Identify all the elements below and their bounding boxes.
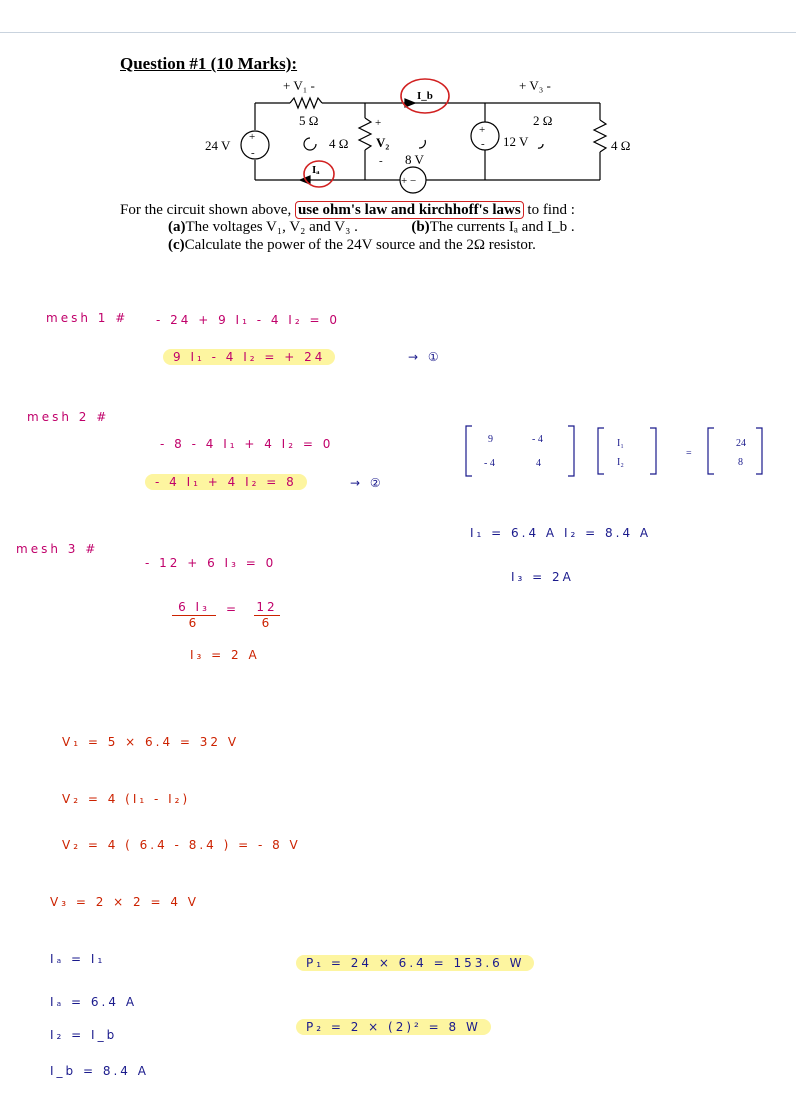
question-prompt bbox=[120, 201, 575, 219]
label-ia: Iₐ bbox=[312, 164, 320, 176]
label-ib: I_b bbox=[417, 90, 433, 102]
voltage-v2-formula: V₂ = 4 (I₁ - I₂) bbox=[62, 792, 191, 806]
label-24v: 24 V bbox=[205, 138, 231, 153]
current-ia-value: Iₐ = 6.4 A bbox=[50, 995, 138, 1009]
prompt-post: to find : bbox=[523, 202, 575, 218]
question-title: Question #1 (10 Marks): bbox=[120, 54, 298, 73]
part-c-text: Calculate the power of the 24V source and the 2Ω resistor. bbox=[184, 237, 536, 253]
matrix-x1: I₁ bbox=[617, 438, 624, 449]
mesh3-result: I₃ = 2 A bbox=[190, 648, 260, 662]
label-r3: 2 Ω bbox=[533, 113, 553, 128]
part-c-tag: (c) bbox=[168, 237, 185, 253]
matrix-a22: 4 bbox=[536, 458, 541, 469]
matrix-a12: - 4 bbox=[532, 434, 543, 445]
page-top-rule bbox=[0, 32, 796, 33]
source-left-plus: + bbox=[249, 131, 256, 143]
power-p1: P₁ = 24 × 6.4 = 153.6 W bbox=[296, 955, 534, 971]
mesh1-tag: → ① bbox=[408, 350, 442, 364]
mesh3-frac-right bbox=[254, 600, 280, 630]
label-8v: 8 V bbox=[405, 152, 424, 167]
label-v3: + V₃ - bbox=[519, 78, 551, 93]
mesh3-frac-right-num: 12 bbox=[256, 600, 278, 614]
label-v1: + V₁ - bbox=[283, 78, 315, 93]
label-r1: 5 Ω bbox=[299, 113, 319, 128]
matrix-equation bbox=[462, 420, 772, 482]
v2-plus: + bbox=[375, 117, 382, 129]
current-ia-eq: Iₐ = I₁ bbox=[50, 952, 106, 966]
mesh3-frac-left-num: 6 I₃ bbox=[178, 600, 210, 614]
matrix-a11: 9 bbox=[488, 434, 493, 445]
mesh2-equation: - 8 - 4 I₁ + 4 I₂ = 0 bbox=[160, 437, 334, 451]
matrix-b1: 24 bbox=[736, 438, 746, 449]
mesh3-frac-right-den: 6 bbox=[254, 615, 280, 630]
voltage-v1: V₁ = 5 × 6.4 = 32 V bbox=[62, 735, 240, 749]
mesh3-frac-equals: = bbox=[226, 602, 240, 616]
prompt-circled: use ohm's law and kirchhoff's laws bbox=[295, 201, 524, 219]
current-ib-value: I_b = 8.4 A bbox=[50, 1064, 149, 1078]
circuit-diagram bbox=[195, 78, 645, 200]
dep-source-polarity: + − bbox=[401, 175, 417, 187]
label-12v: 12 V bbox=[503, 134, 529, 149]
question-part-a-b bbox=[168, 219, 575, 236]
matrix-b2: 8 bbox=[738, 457, 743, 468]
voltage-v2: V₂ = 4 ( 6.4 - 8.4 ) = - 8 V bbox=[62, 838, 301, 852]
part-b-text: The currents Iₐ and I_b . bbox=[429, 219, 575, 235]
part-b-tag: (b) bbox=[411, 219, 430, 235]
matrix-equals: = bbox=[686, 448, 692, 459]
part-a-tag: (a) bbox=[168, 219, 186, 235]
mesh3-frac-left bbox=[172, 600, 216, 630]
label-r2: 4 Ω bbox=[329, 136, 349, 151]
mesh1-label: mesh 1 # bbox=[46, 311, 129, 325]
prompt-pre: For the circuit shown above, bbox=[120, 202, 295, 218]
matrix-a21: - 4 bbox=[484, 458, 495, 469]
mesh2-label: mesh 2 # bbox=[27, 410, 110, 424]
power-p2: P₂ = 2 × (2)² = 8 W bbox=[296, 1019, 491, 1035]
mesh2-equation-highlighted: - 4 I₁ + 4 I₂ = 8 bbox=[145, 474, 307, 490]
current-ib-eq: I₂ = I_b bbox=[50, 1028, 118, 1042]
mesh2-tag: → ② bbox=[350, 476, 384, 490]
voltage-v3: V₃ = 2 × 2 = 4 V bbox=[50, 895, 199, 909]
mesh1-equation-highlighted: 9 I₁ - 4 I₂ = + 24 bbox=[163, 349, 335, 365]
v2-minus: - bbox=[379, 155, 383, 167]
source-left-minus: - bbox=[251, 147, 255, 159]
mesh3-equation: - 12 + 6 I₃ = 0 bbox=[145, 556, 277, 570]
result-i3: I₃ = 2A bbox=[511, 570, 574, 584]
source-mid-plus: + bbox=[479, 124, 486, 136]
mesh3-label: mesh 3 # bbox=[16, 542, 99, 556]
part-a-text: The voltages V₁, V₂ and V₃ . bbox=[185, 219, 358, 235]
mesh3-frac-left-den: 6 bbox=[172, 615, 216, 630]
label-v2: V₂ bbox=[376, 135, 390, 150]
source-mid-minus: - bbox=[481, 138, 485, 150]
label-r4: 4 Ω bbox=[611, 138, 631, 153]
question-part-c bbox=[168, 237, 536, 254]
mesh1-equation: - 24 + 9 I₁ - 4 I₂ = 0 bbox=[156, 313, 340, 327]
result-i1-i2: I₁ = 6.4 A I₂ = 8.4 A bbox=[470, 526, 652, 540]
matrix-x2: I₂ bbox=[617, 457, 624, 468]
